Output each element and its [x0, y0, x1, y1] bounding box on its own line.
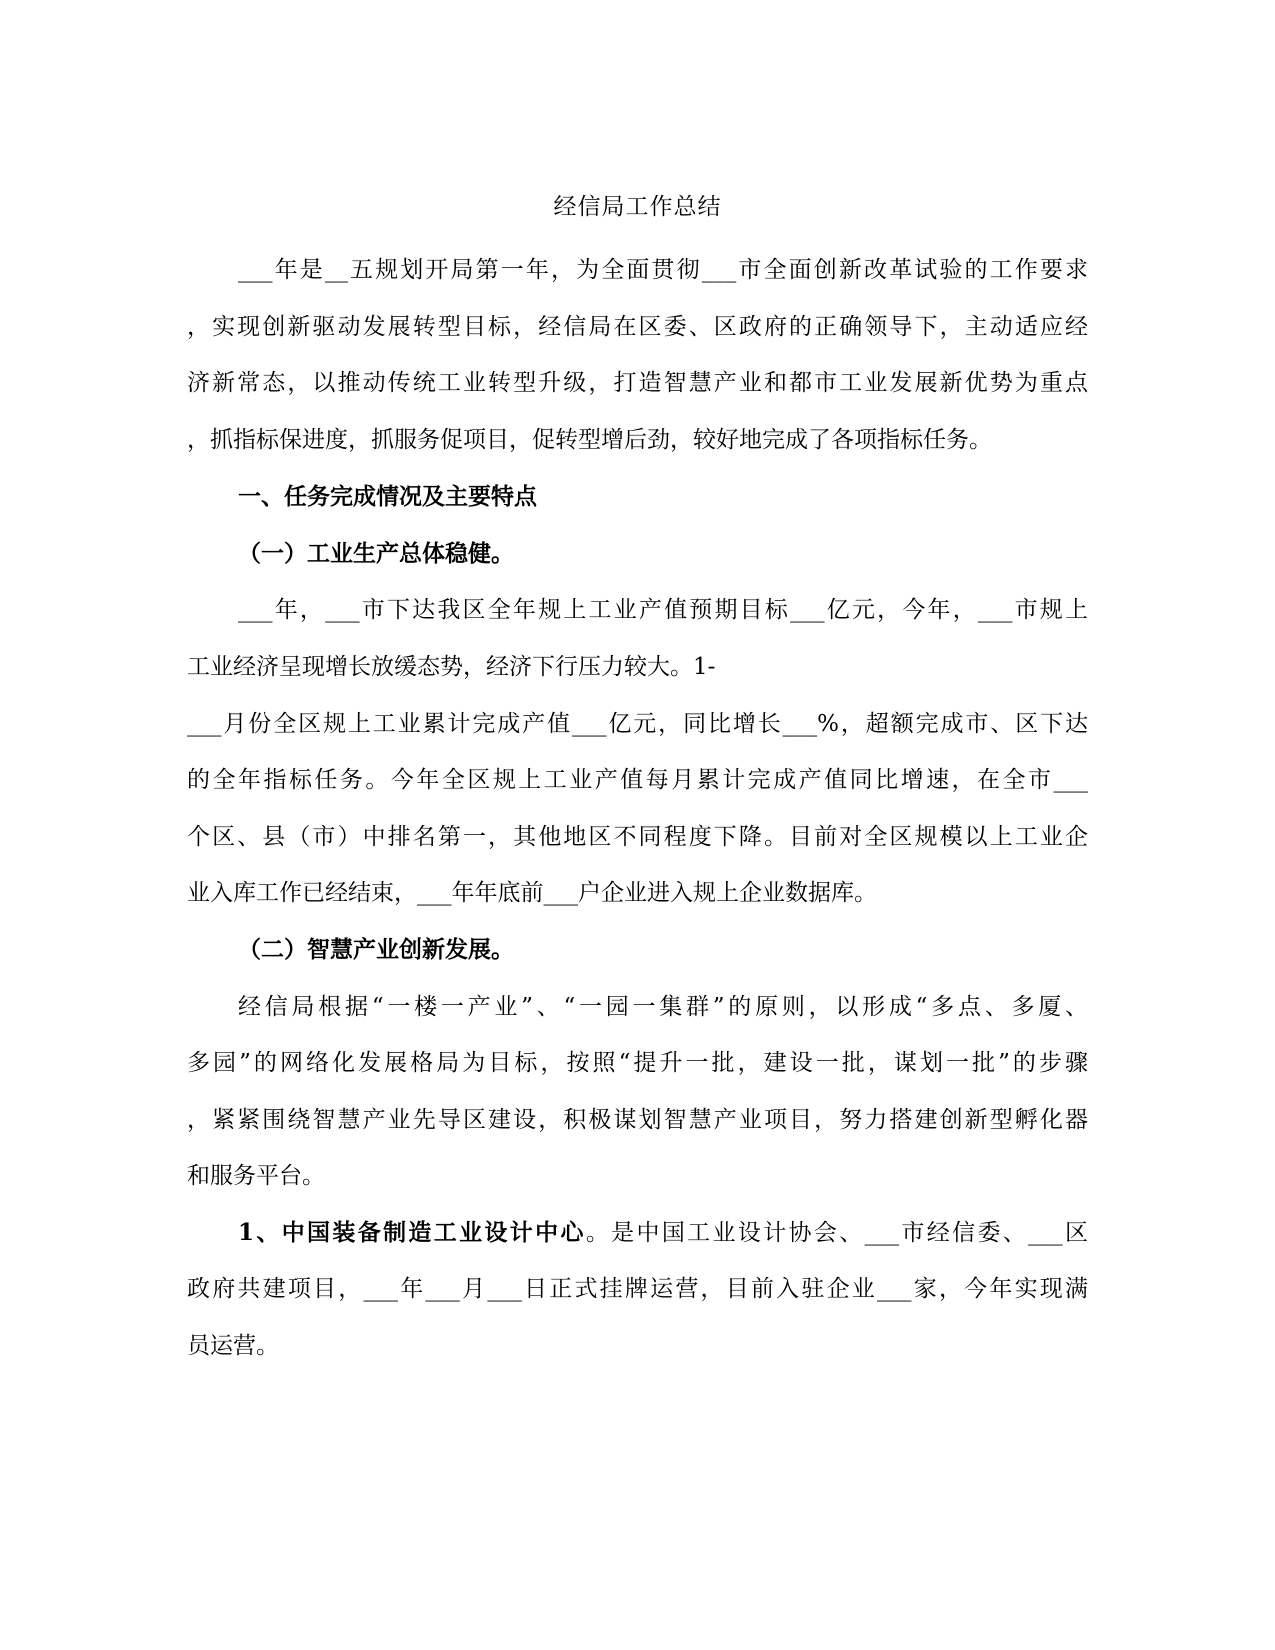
item1-line-1 [238, 1217, 1088, 1249]
item1-line-3: 员运营。 [187, 1333, 279, 1359]
sub2-line-4: 和服务平台。 [187, 1163, 325, 1189]
intro-line-3: 济新常态，以推动传统工业转型升级，打造智慧产业和都市工业发展新优势为重点 [187, 370, 1088, 396]
item1-line-2: 政府共建项目，___年___月___日正式挂牌运营，目前入驻企业___家，今年实现满 [187, 1276, 1088, 1302]
sub1-line-4: 的全年指标任务。今年全区规上工业产值每月累计完成产值同比增速，在全市___ [187, 767, 1088, 793]
intro-line-4: ，抓指标保进度，抓服务促项目，促转型增后劲，较好地完成了各项指标任务。 [187, 427, 992, 453]
sub2-line-3: ，紧紧围绕智慧产业先导区建设，积极谋划智慧产业项目，努力搭建创新型孵化器 [187, 1107, 1088, 1133]
item1-text: 。是中国工业设计协会、___市经信委、___区 [585, 1220, 1088, 1246]
sub1-line-1: ___年，___市下达我区全年规上工业产值预期目标___亿元，今年，___市规上 [238, 597, 1088, 623]
sub1-line-3: ___月份全区规上工业累计完成产值___亿元，同比增长___%，超额完成市、区下达 [187, 711, 1088, 737]
intro-line-1: ___年是__五规划开局第一年，为全面贯彻___市全面创新改革试验的工作要求 [238, 257, 1088, 283]
document-title: 经信局工作总结 [553, 194, 722, 220]
sub1-line-5: 个区、县（市）中排名第一，其他地区不同程度下降。目前对全区规模以上工业企 [187, 824, 1088, 850]
item1-title: 1、中国装备制造工业设计中心 [238, 1219, 586, 1246]
sub1-line-6: 业入库工作已经结束，___年年底前___户企业进入规上企业数据库。 [187, 880, 877, 906]
intro-line-2: ，实现创新驱动发展转型目标，经信局在区委、区政府的正确领导下，主动适应经 [187, 314, 1088, 340]
subsection-heading-1: （一）工业生产总体稳健。 [238, 540, 514, 567]
sub1-line-2: 工业经济呈现增长放缓态势，经济下行压力较大。1- [187, 654, 716, 680]
subsection-heading-2: （二）智慧产业创新发展。 [238, 936, 514, 963]
section-heading-1: 一、任务完成情况及主要特点 [238, 483, 537, 510]
sub2-line-2: 多园”的网络化发展格局为目标，按照“提升一批，建设一批，谋划一批”的步骤 [187, 1050, 1088, 1076]
sub2-line-1: 经信局根据“一楼一产业”、“一园一集群”的原则，以形成“多点、多厦、 [238, 994, 1088, 1020]
